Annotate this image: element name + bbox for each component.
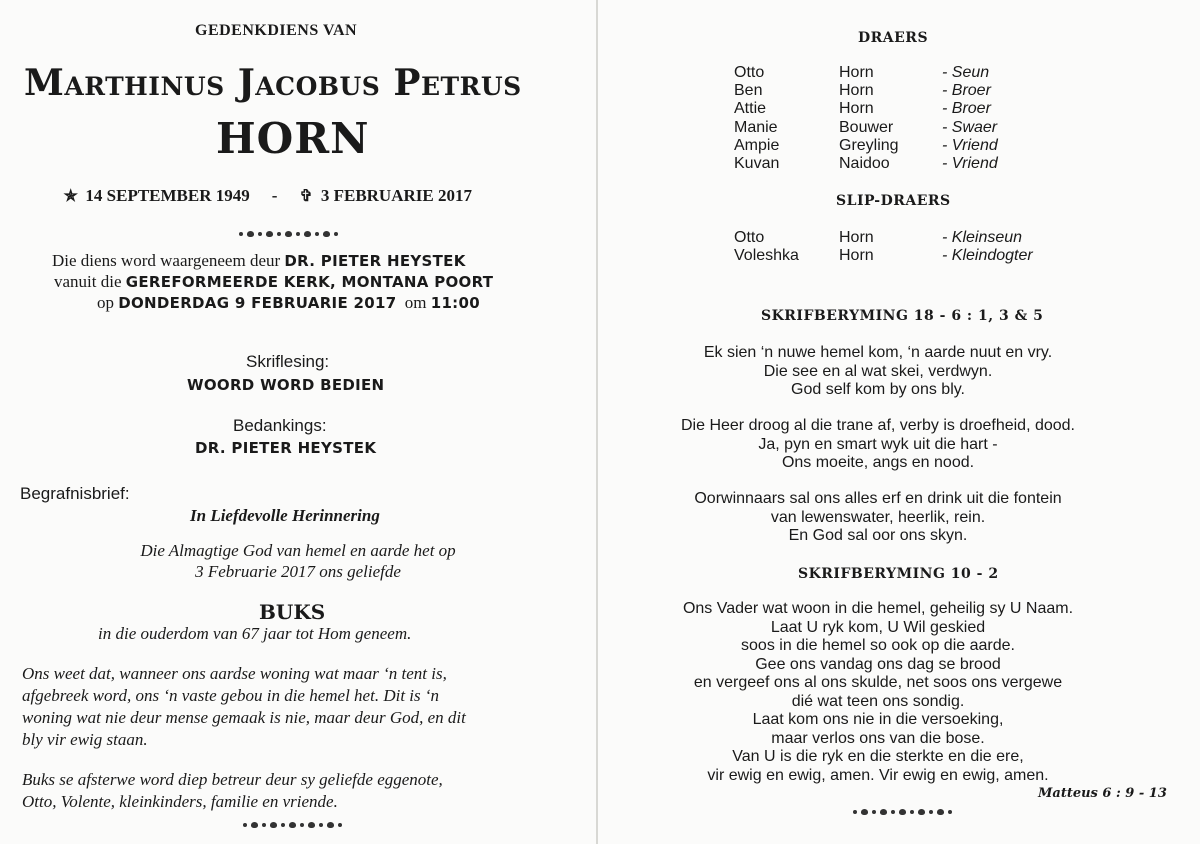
service-line-2 [54, 272, 493, 292]
hymn-1-title: SKRIFBERYMING 18 - 6 : 1, 3 & 5 [761, 308, 1044, 324]
bearer-last-name: Naidoo [839, 155, 890, 172]
ornament-divider [228, 229, 348, 239]
scripture-value: WOORD WORD BEDIEN [187, 376, 385, 394]
paragraph-2-line-1: Buks se afsterwe word diep betreur deur sy geliefde eggenote, [22, 770, 443, 789]
service-time: 11:00 [430, 294, 480, 312]
bearer-first-name: Ampie [734, 137, 780, 154]
verse-line: Laat U ryk kom, U Wil geskied [770, 618, 986, 636]
officiant: DR. PIETER HEYSTEK [284, 252, 466, 270]
service-from-text: vanuit die [54, 272, 122, 291]
paragraph-1-line-4: bly vir ewig staan. [22, 730, 148, 749]
slip-bearer-row [734, 229, 1022, 247]
thanks-label: Bedankings: [233, 416, 327, 435]
bearer-last-name: Horn [839, 247, 874, 264]
slip-bearers-title: SLIP-DRAERS [836, 193, 951, 209]
surname: HORN [216, 114, 370, 163]
verse-line: dié wat teen ons sondig. [791, 692, 965, 710]
bearer-relation: - Swaer [942, 119, 998, 136]
ornament-divider [232, 820, 352, 830]
bearer-last-name: Horn [839, 100, 874, 117]
verse-line: Die Heer droog al die trane af, verby is droefheid, dood. [680, 417, 1075, 434]
bearer-first-name: Kuvan [734, 155, 780, 172]
death-date: 3 FEBRUARIE 2017 [320, 186, 472, 205]
bearer-relation: - Seun [942, 64, 990, 81]
bearer-first-name: Attie [734, 100, 767, 117]
bearer-row [734, 119, 997, 137]
bearer-relation: - Vriend [942, 155, 998, 172]
paragraph-1-line-1: Ons weet dat, wanneer ons aardse woning wat maar ‘n tent is, [22, 664, 447, 683]
bearer-row [734, 64, 989, 82]
bearer-relation: - Broer [942, 82, 991, 99]
bearer-last-name: Horn [839, 229, 874, 246]
bearer-relation: - Vriend [942, 137, 998, 154]
full-name: Marthinus Jacobus Petrus [24, 62, 522, 104]
verse-line: vir ewig en ewig, amen. Vir ewig en ewig, amen. [707, 766, 1049, 784]
cross-icon: ✞ [299, 188, 313, 205]
bearer-first-name: Manie [734, 119, 778, 136]
slip-bearer-row [734, 247, 1033, 265]
verse-line: van lewenswater, heerlik, rein. [770, 508, 986, 526]
bearer-row [734, 100, 991, 118]
bearer-first-name: Voleshka [734, 247, 799, 264]
bearer-row [734, 82, 991, 100]
hymn-1-stanza-3 [598, 490, 1158, 546]
church-name: GEREFORMEERDE KERK, MONTANA POORT [125, 273, 494, 291]
verse-line: en vergeef ons al ons skulde, net soos ons vergewe [693, 674, 1063, 691]
bearer-relation: - Kleinseun [942, 229, 1023, 246]
hymn-2-text [598, 600, 1158, 785]
bearer-last-name: Bouwer [839, 119, 894, 136]
bearer-last-name: Greyling [839, 137, 899, 154]
letter-label: Begrafnisbrief: [20, 484, 130, 503]
scripture-label: Skriflesing: [246, 352, 330, 371]
date-separator: - [271, 186, 278, 205]
service-line-1 [52, 251, 466, 271]
verse-line: maar verlos ons van die bose. [771, 729, 985, 747]
verse-line: Van U is die ryk en die sterkte en die ere, [732, 748, 1024, 765]
paragraph-1-line-2: afgebreek word, ons ‘n vaste gebou in die hemel het. Dit is ‘n [22, 686, 440, 705]
birth-date: 14 SEPTEMBER 1949 [85, 186, 250, 205]
hymn-2-reference: Matteus 6 : 9 - 13 [1038, 786, 1167, 801]
service-on-text: op [97, 293, 114, 312]
bearer-last-name: Horn [839, 64, 874, 81]
service-at-text: om [404, 293, 427, 312]
verse-line: Oorwinnaars sal ons alles erf en drink uit die fontein [694, 490, 1062, 507]
verse-line: Die see en al wat skei, verdwyn. [763, 362, 993, 380]
bearers-title: DRAERS [858, 30, 929, 46]
verse-line: soos in die hemel so ook op die aarde. [741, 637, 1015, 654]
bearer-first-name: Otto [734, 229, 765, 246]
paragraph-1-line-3: woning wat nie deur mense gemaak is nie, maar deur God, en dit [22, 708, 466, 727]
letter-intro-1: Die Almagtige God van hemel en aarde het op [140, 541, 456, 560]
hymn-2-title: SKRIFBERYMING 10 - 2 [798, 566, 999, 582]
bearer-first-name: Otto [734, 64, 765, 81]
life-dates [64, 186, 472, 206]
service-by-text: Die diens word waargeneem deur [52, 251, 281, 270]
age-line: in die ouderdom van 67 jaar tot Hom geneem. [98, 624, 412, 643]
verse-line: Gee ons vandag ons dag se brood [755, 655, 1001, 673]
right-page [598, 0, 1200, 844]
bearer-row [734, 155, 998, 173]
paragraph-2-line-2: Otto, Volente, kleinkinders, familie en vriende. [22, 792, 338, 811]
left-page [0, 0, 596, 844]
bearer-relation: - Broer [942, 100, 991, 117]
verse-line: En God sal oor ons skyn. [788, 527, 968, 544]
service-date: DONDERDAG 9 FEBRUARIE 2017 [118, 294, 397, 312]
letter-intro-2: 3 Februarie 2017 ons geliefde [195, 562, 401, 581]
memorial-heading: GEDENKDIENS VAN [195, 22, 358, 39]
star-icon: ✯ [64, 188, 78, 205]
nickname: BUKS [259, 600, 326, 624]
thanks-value: DR. PIETER HEYSTEK [195, 439, 377, 457]
bearer-first-name: Ben [734, 82, 763, 99]
bearer-relation: - Kleindogter [942, 247, 1033, 264]
hymn-1-stanza-1 [598, 344, 1158, 400]
letter-heading: In Liefdevolle Herinnering [190, 506, 380, 525]
service-line-3 [97, 293, 480, 313]
verse-line: Ons Vader wat woon in die hemel, geheilig sy U Naam. [682, 600, 1074, 617]
verse-line: Ons moeite, angs en nood. [781, 454, 975, 471]
verse-line: Ja, pyn en smart wyk uit die hart - [758, 435, 998, 453]
bearer-row [734, 137, 998, 155]
hymn-1-stanza-2 [598, 417, 1158, 473]
verse-line: Laat kom ons nie in die versoeking, [752, 711, 1004, 728]
bearer-last-name: Horn [839, 82, 874, 99]
ornament-divider [842, 807, 962, 817]
verse-line: God self kom by ons bly. [791, 381, 965, 398]
verse-line: Ek sien ‘n nuwe hemel kom, ‘n aarde nuut en vry. [703, 344, 1053, 361]
